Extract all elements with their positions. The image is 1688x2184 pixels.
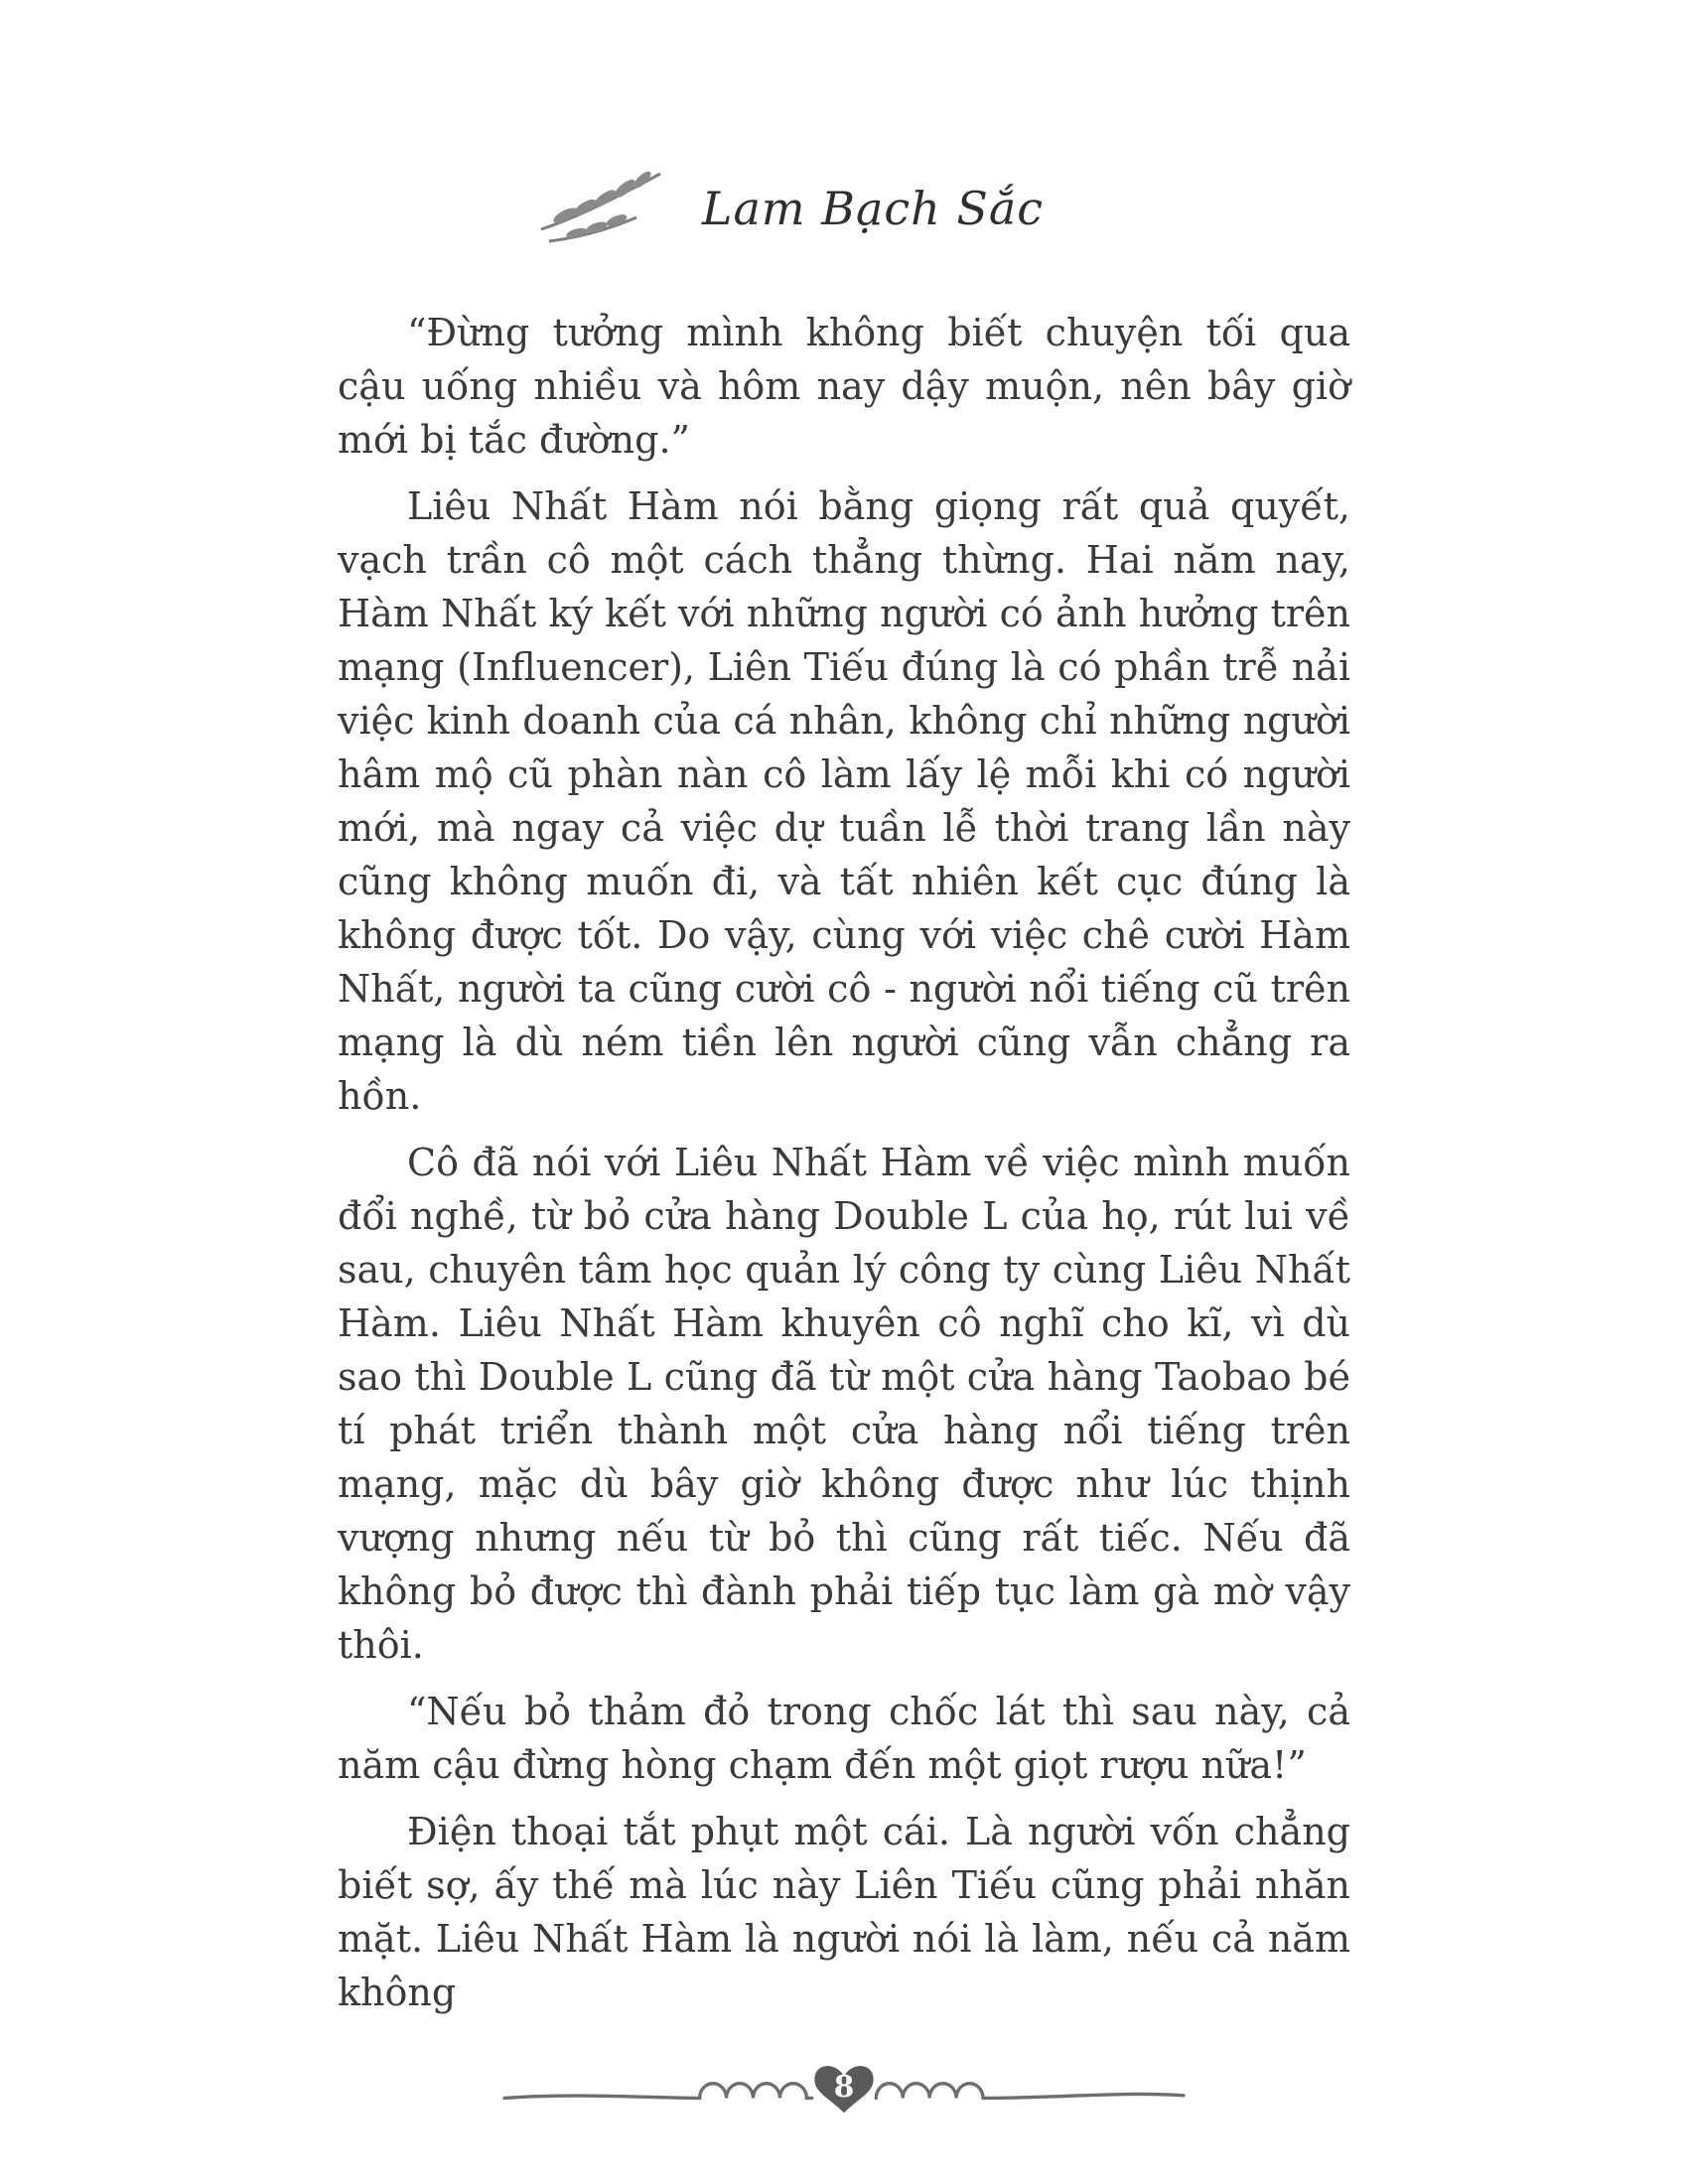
paragraph-quote-1: “Đừng tưởng mình không biết chuyện tối qua cậu uống nhiều và hôm nay dậy muộn, nên bây giờ mới bị tắc đường.” [338, 311, 1350, 462]
paragraph-2: Liêu Nhất Hàm nói bằng giọng rất quả quyết, vạch trần cô một cách thẳng thừng. Hai năm nay, Hàm Nhất ký kết với những người có ảnh hưởng trên mạng (Influencer), Liên Tiếu đúng là có phần trễ nải việc kinh doanh của cá nhân, không chỉ những người hâm mộ cũ phàn nàn cô làm lấy lệ mỗi khi có người mới, mà ngay cả việc dự tuần lễ thời trang lần này cũng không muốn đi, và tất nhiên kết cục đúng là không được tốt. Do vậy, cùng với việc chê cười Hàm Nhất, người ta cũng cười cô - người nổi tiếng cũ trên mạng là dù ném tiền lên người cũng vẫn chẳng ra hồn. [338, 484, 1350, 1118]
paragraph-3: Cô đã nói với Liêu Nhất Hàm về việc mình muốn đổi nghề, từ bỏ cửa hàng Double L của họ, rút lui về sau, chuyên tâm học quản lý công ty cùng Liêu Nhất Hàm. Liêu Nhất Hàm khuyên cô nghĩ cho kĩ, vì dù sao thì Double L cũng đã từ một cửa hàng Taobao bé tí phát triển thành một cửa hàng nổi tiếng trên mạng, mặc dù bây giờ không được như lúc thịnh vượng nhưng nếu từ bỏ thì cũng rất tiếc. Nếu đã không bỏ được thì đành phải tiếp tục làm gà mờ vậy thôi. [338, 1141, 1350, 1667]
paragraph-5: Điện thoại tắt phụt một cái. Là người vốn chẳng biết sợ, ấy thế mà lúc này Liên Tiếu cũng phải nhăn mặt. Liêu Nhất Hàm là người nói là làm, nếu cả năm không [338, 1810, 1350, 2014]
page-number: 8 [833, 2069, 855, 2105]
page-body [338, 306, 1350, 2019]
page-footer [0, 2037, 1688, 2132]
page-header [0, 159, 1633, 258]
paragraph-quote-4: “Nếu bỏ thảm đỏ trong chốc lát thì sau này, cả năm cậu đừng hòng chạm đến một giọt rượu nữa!” [338, 1690, 1350, 1787]
author-name: Lam Bạch Sắc [701, 182, 1045, 235]
leaf-branch-icon [535, 166, 674, 251]
footer-decoration [496, 2037, 1192, 2132]
